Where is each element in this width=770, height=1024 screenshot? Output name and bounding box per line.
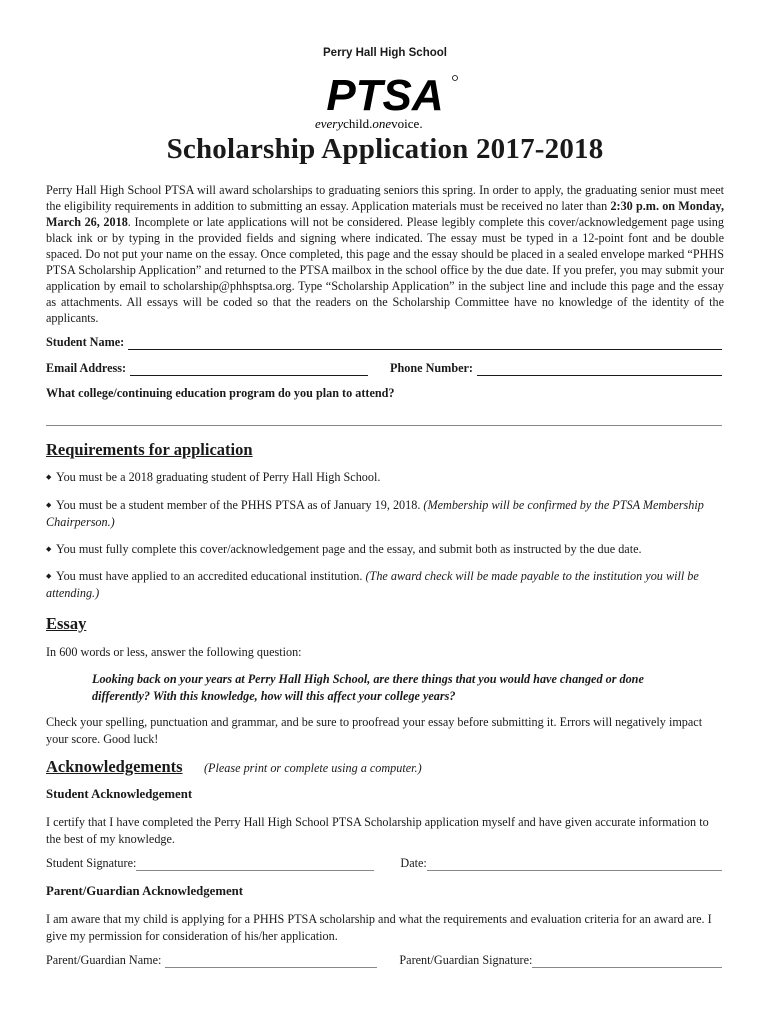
requirement-item: ◆ You must fully complete this cover/acknowledgement page and the essay, and submit both as instructed by the due date. (46, 542, 642, 556)
essay-closing: Check your spelling, punctuation and grammar, and be sure to proofread your essay before submitting it. Errors will negatively impact your score. Good luck! (46, 715, 703, 746)
requirement-item: ◆ You must be a 2018 graduating student of Perry Hall High School. (46, 470, 381, 484)
intro-text-2: . Incomplete or late applications will not be considered. Please legibly complete this cover/acknowledgement page using black ink or by typing in the provided fields and signing where indicated. The essay must be typed in a 12-point font and be double spaced. Do not put your name on the essay. Once completed, this page and the essay should be placed in a sealed envelope marked “PHHS PTSA Scholarship Application” and returned to the PTSA mailbox in the school office by the due date. If you prefer, you may submit your application by email to scholarship@phhsptsa.org. Type “Scholarship Application” in the subject line and include this page and the essay as attachments. All essays will be coded so that the readers on the Scholarship Committee have no knowledge of the identity of the applicants. (46, 215, 724, 325)
essay-heading: Essay (46, 614, 87, 633)
parent-signature-field[interactable] (532, 956, 722, 968)
date-field[interactable] (427, 859, 722, 871)
parent-ack-heading: Parent/Guardian Acknowledgement (46, 884, 244, 898)
college-answer-row (46, 414, 722, 426)
phone-label: Phone Number: (390, 361, 473, 375)
parent-name-label: Parent/Guardian Name: (46, 953, 162, 967)
page-title: Scholarship Application 2017-2018 (166, 133, 604, 165)
acknowledgements-heading: Acknowledgements (46, 757, 183, 776)
email-label: Email Address: (46, 361, 127, 375)
student-name-label: Student Name: (46, 335, 125, 349)
contact-row (46, 361, 722, 376)
college-field[interactable] (46, 414, 722, 426)
student-name-field[interactable] (128, 338, 722, 350)
date-label: Date: (400, 856, 427, 870)
student-signature-field[interactable] (136, 859, 374, 871)
deadline: 2:30 p.m. on Monday, March 26, 2018 (46, 199, 725, 229)
essay-question: Looking back on your years at Perry Hall High School, are there things that you would have changed or done differently? With this knowledge, how will this affect your college years? (92, 672, 644, 703)
parent-signature-label: Parent/Guardian Signature: (399, 953, 533, 967)
phone-field[interactable] (477, 364, 722, 376)
diamond-bullet-icon: ◆ (46, 572, 52, 580)
svg-text:everychild.onevoice. (315, 116, 423, 131)
diamond-bullet-icon: ◆ (46, 473, 52, 481)
student-ack-heading: Student Acknowledgement (46, 787, 193, 801)
student-ack-text: I certify that I have completed the Perry Hall High School PTSA Scholarship application myself and have given accurate information to the best of my knowledge. (46, 815, 709, 846)
student-name-row (46, 335, 722, 350)
school-name: Perry Hall High School (323, 47, 447, 59)
student-signature-row (46, 856, 722, 871)
college-row (46, 386, 722, 401)
intro-text-1: Perry Hall High School PTSA will award scholarships to graduating seniors this spring. In order to apply, the graduating senior must meet the eligibility requirements in addition to submitting an essay. Application materials must be received no later than (46, 183, 724, 213)
requirements-heading: Requirements for application (46, 440, 253, 459)
logo-tagline-4: voice. (391, 116, 423, 131)
requirement-note: (The award check will be made payable to the institution you will be attending.) (46, 569, 699, 600)
requirement-item: ◆ You must have applied to an accredited educational institution. (The award check will be made payable to the institution you will be attending.) (46, 569, 699, 600)
logo-tagline-1: every (315, 116, 344, 131)
logo-text: PTSA (326, 71, 444, 120)
requirement-note: (Membership will be confirmed by the PTSA Membership Chairperson.) (46, 498, 704, 529)
parent-signature-row (46, 953, 722, 968)
college-label: What college/continuing education program do you plan to attend? (46, 386, 395, 400)
parent-name-field[interactable] (165, 956, 377, 968)
logo-tagline-2: child. (343, 116, 373, 131)
acknowledgements-note: (Please print or complete using a computer.) (204, 761, 422, 775)
diamond-bullet-icon: ◆ (46, 501, 52, 509)
requirement-item: ◆ You must be a student member of the PHHS PTSA as of January 19, 2018. (Membership will be confirmed by the PTSA Membership Chairperson.) (46, 498, 704, 529)
intro-paragraph (46, 182, 724, 326)
parent-ack-text: I am aware that my child is applying for a PHHS PTSA scholarship and what the requirements and evaluation criteria for an award are. I give my permission for consideration of his/her application. (46, 912, 712, 943)
student-signature-label: Student Signature: (46, 856, 137, 870)
essay-instruction: In 600 words or less, answer the following question: (46, 645, 302, 659)
logo-tagline-3: one (372, 116, 392, 131)
email-field[interactable] (130, 364, 368, 376)
diamond-bullet-icon: ◆ (46, 545, 52, 553)
ptsa-logo (305, 70, 465, 132)
